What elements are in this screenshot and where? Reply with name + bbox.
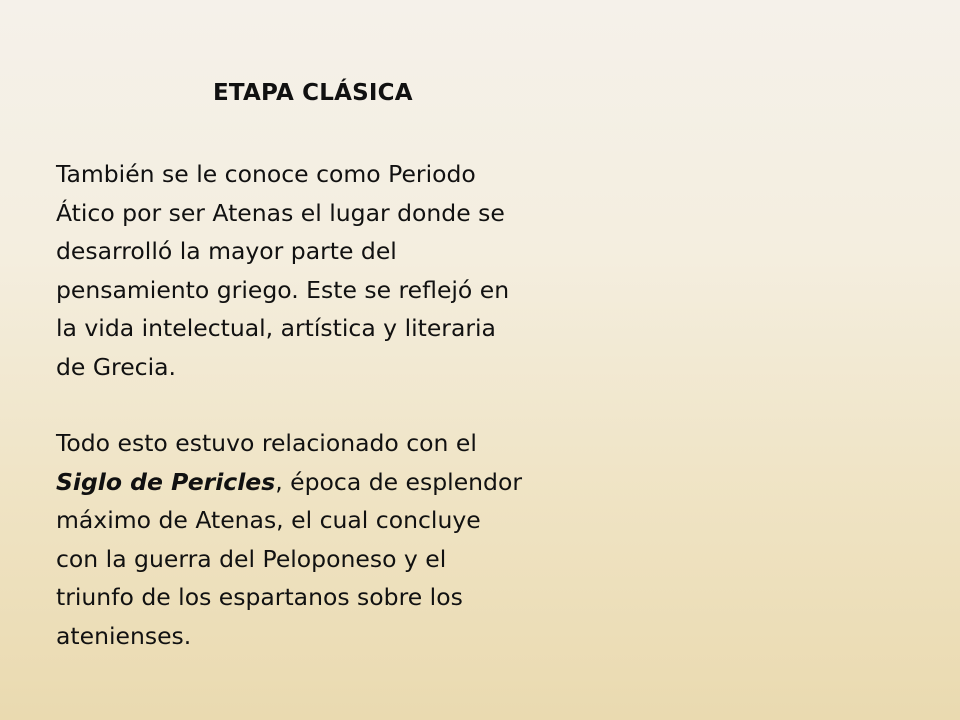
p1-line-6: de Grecia. xyxy=(56,352,176,381)
p1-line-1: También se le conoce como Periodo xyxy=(56,160,476,188)
p2-line-2-rest: , época de esplendor xyxy=(275,467,523,496)
p1-line-2: Ático por ser Atenas el lugar donde se xyxy=(56,198,505,227)
paragraph-1 xyxy=(56,155,576,386)
p1-line-4: pensamiento griego. Este se reflejó en xyxy=(56,275,510,304)
slide-title: ETAPA CLÁSICA xyxy=(213,80,413,106)
p2-line-4: con la guerra del Peloponeso y el xyxy=(56,544,447,573)
paragraph-spacer xyxy=(56,386,576,424)
p2-line-5: triunfo de los espartanos sobre los xyxy=(56,583,463,611)
p1-line-3: desarrolló la mayor parte del xyxy=(56,237,397,265)
p2-line-1: Todo esto estuvo relacionado con el xyxy=(56,429,477,457)
paragraph-2 xyxy=(56,424,576,655)
p2-line-3: máximo de Atenas, el cual concluye xyxy=(56,506,481,534)
slide-body xyxy=(56,155,576,655)
p1-line-5: la vida intelectual, artística y literaria xyxy=(56,314,496,342)
siglo-de-pericles-emphasis: Siglo de Pericles xyxy=(56,467,276,496)
p2-line-6: atenienses. xyxy=(56,621,192,650)
